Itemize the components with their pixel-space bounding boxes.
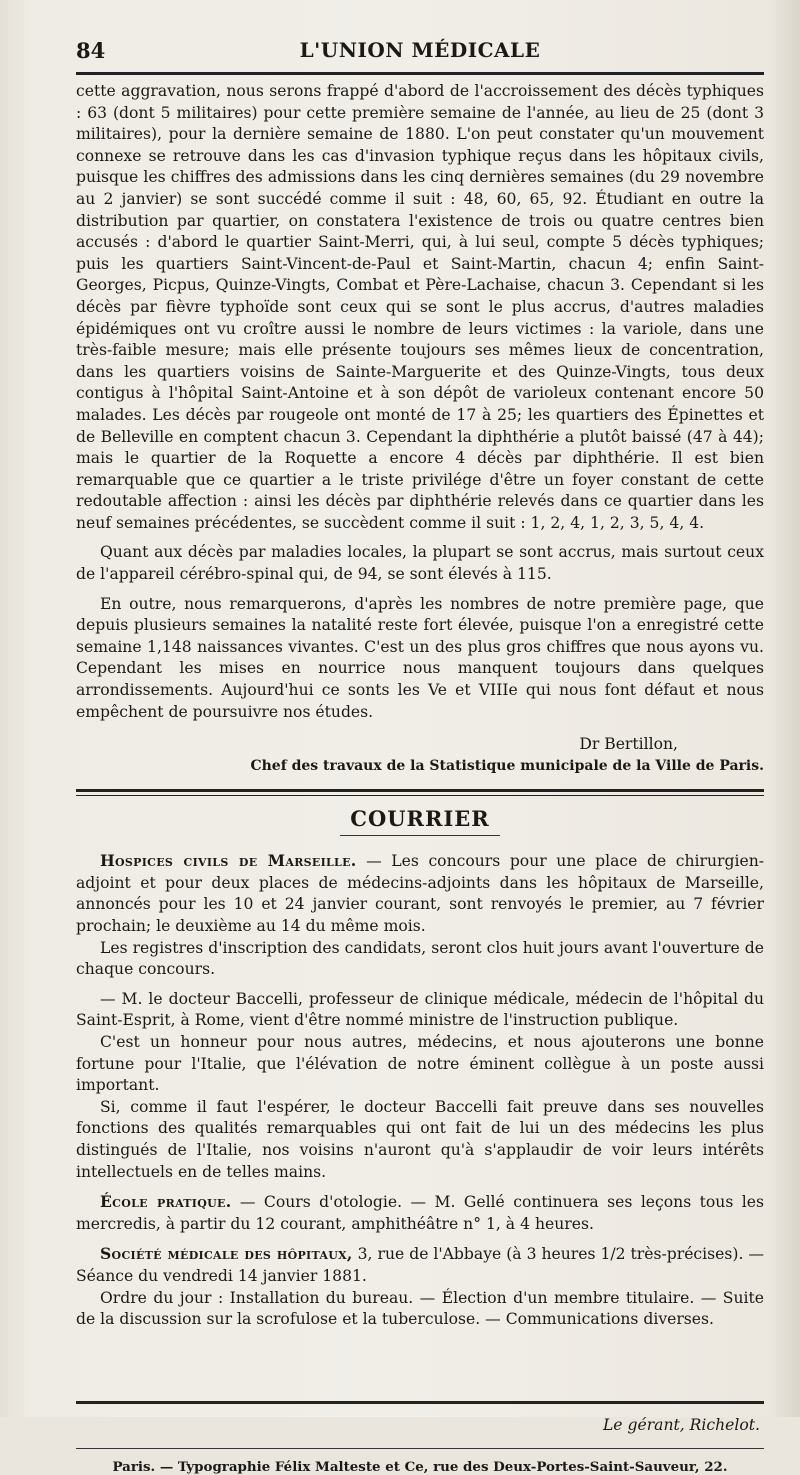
courrier-item-honneur: C'est un honneur pour nous autres, médecins, et nous ajouterons une bonne fortune pour l'Italie, que l'élévation de notre éminent collègue à un poste aussi important. [76, 1032, 764, 1095]
courrier-item-ecole: École pratique. — Cours d'otologie. — M. Gellé continuera ses leçons tous les mercredis, à partir du 12 courant, amphithéâtre n° 1, à 4 heures. [76, 1192, 765, 1233]
courrier-underline [340, 835, 500, 836]
report-paragraph-2: Quant aux décès par maladies locales, la plupart se sont accrus, mais surtout ceux de l'appareil cérébro-spinal qui, de 94, se sont élevés à 115. [76, 543, 764, 584]
footer-rule [76, 1401, 764, 1404]
header-rule [76, 72, 764, 75]
gerant-line: Le gérant, Richelot. [602, 1415, 760, 1434]
page-header [76, 30, 764, 70]
courrier-item-societe: Société médicale des hôpitaux, 3, rue de l'Abbaye (à 3 heures 1/2 très-précises). — Séance du vendredi 14 janvier 1881. [76, 1244, 764, 1285]
courrier-item-esperer: Si, comme il faut l'espérer, le docteur Baccelli fait preuve dans ses nouvelles fonctions des qualités remarquables qui ont fait de lui un des médecins les plus distingués de l'Italie, nos voisins n'auront qu'à s'applaudir de voir leurs intérêts intellectuels en de telles mains. [76, 1097, 764, 1181]
courrier-item-registres: Les registres d'inscription des candidats, seront clos huit jours avant l'ouverture de chaque concours. [76, 938, 764, 979]
courrier-item-marseille: Hospices civils de Marseille. — Les concours pour une place de chirurgien-adjoint et pour deux places de médecins-adjoints dans les hôpitaux de Marseille, annoncés pour les 10 et 24 janvier courant, sont renvoyés le premier, au 7 février prochain; le deuxième au 14 du même mois. [76, 851, 765, 935]
courrier-heading: COURRIER [350, 806, 490, 832]
courrier-section [76, 850, 764, 1330]
statistics-report [76, 81, 764, 777]
courrier-item-ordre: Ordre du jour : Installation du bureau. — Élection d'un membre titulaire. — Suite de la discussion sur la scrofulose et la tuberculose. — Communications diverses. [76, 1288, 764, 1329]
page-number: 84 [76, 38, 106, 63]
journal-title: L'UNION MÉDICALE [299, 38, 541, 62]
report-paragraph-3: En outre, nous remarquerons, d'après les nombres de notre première page, que depuis plusieurs semaines la natalité reste fort élevée, puisque l'on a enregistré cette semaine 1,148 naissances vivantes. C'est un des plus gros chiffres que nous ayons vu. Cependant les mises en nourrice nous manquent toujours dans quelques arrondissements. Aujourd'hui ce sonts les Ve et VIIIe qui nous font défaut et nous empêchent de poursuivre nos études. [76, 594, 764, 721]
imprint-rule [76, 1448, 764, 1449]
signature-title: Chef des travaux de la Statistique municipale de la Ville de Paris. [250, 758, 764, 775]
section-divider [76, 789, 764, 796]
imprint-line: Paris. — Typographie Félix Malteste et Ce, rue des Deux-Portes-Saint-Sauveur, 22. [112, 1458, 728, 1475]
page-sheet [76, 30, 764, 1475]
courrier-item-baccelli: — M. le docteur Baccelli, professeur de clinique médicale, médecin de l'hôpital du Saint-Esprit, à Rome, vient d'être nommé ministre de l'instruction publique. [76, 989, 764, 1030]
signature-name: Dr Bertillon, [579, 735, 678, 754]
report-paragraph-1: cette aggravation, nous serons frappé d'abord de l'accroissement des décès typhiques : 63 (dont 5 militaires) pour cette première semaine de l'année, au lieu de 25 (dont 3 militaires), pour la dernière semaine de 1880. L'on peut constater qu'un mouvement connexe se retrouve dans les cas d'invasion typhique reçus dans les hôpitaux civils, puisque les chiffres des admissions dans les cinq dernières semaines (du 29 novembre au 2 janvier) se sont succédé comme il suit : 48, 60, 65, 92. Étudiant en outre la distribution par quartier, on constatera l'existence de trois ou quatre centres bien accusés : d'abord le quartier Saint-Merri, qui, à lui seul, compte 5 décès typhiques; puis les quartiers Saint-Vincent-de-Paul et Saint-Martin, chacun 4; enfin Saint-Georges, Picpus, Quinze-Vingts, Combat et Père-Lachaise, chacun 3. Cependant si les décès par fièvre typhoïde sont ceux qui se sont le plus accrus, d'autres maladies épidémiques ont vu croître aussi le nombre de leurs victimes : la variole, dans une très-faible mesure; mais elle présente toujours ses mêmes lieux de concentration, dans les quartiers voisins de Sainte-Marguerite et des Quinze-Vingts, tous deux contigus à l'hôpital Saint-Antoine et à son dépôt de varioleux contenant encore 50 malades. Les décès par rougeole ont monté de 17 à 25; les quartiers des Épinettes et de Belleville en comptent chacun 3. Cependant la diphthérie a plutôt baissé (47 à 44); mais le quartier de la Roquette a encore 4 décès par diphthérie. Il est bien remarquable que ce quartier a le triste privilége d'être un foyer constant de cette redoutable affection : ainsi les décès par diphthérie relevés dans ce quartier dans les neuf semaines précédentes, se succèdent comme il suit : 1, 2, 4, 1, 2, 3, 5, 4, 4. [76, 82, 764, 532]
